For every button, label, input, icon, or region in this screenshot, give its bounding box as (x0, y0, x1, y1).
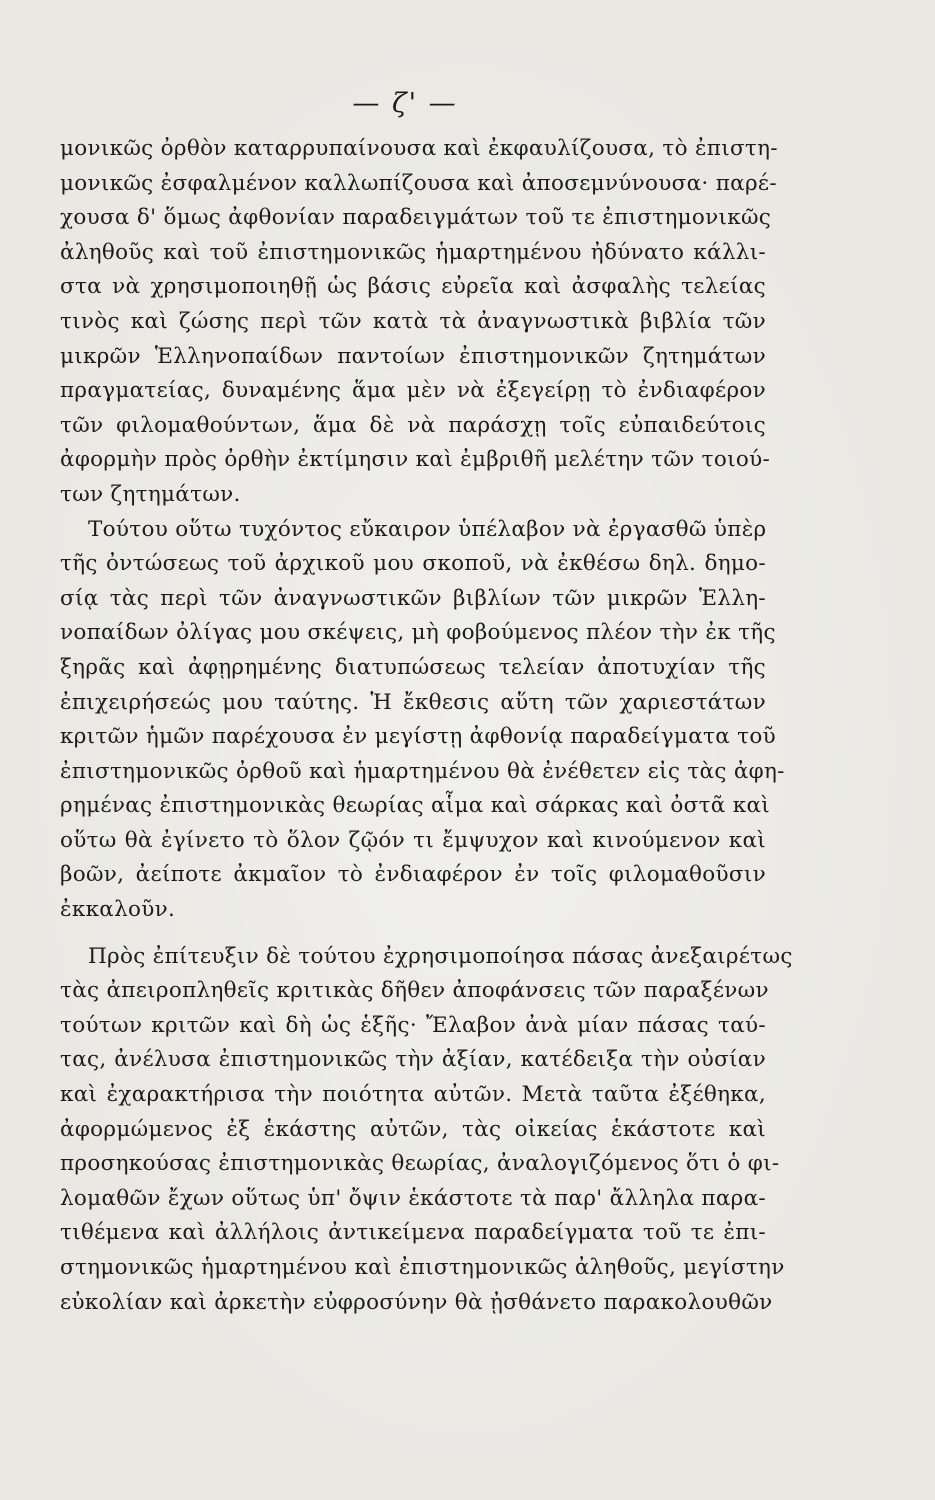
text-line: Τούτου οὕτω τυχόντος εὔκαιρον ὑπέλαβον νὰ ἐργασθῶ ὑπὲρ (88, 516, 767, 542)
text-line: μονικῶς ὀρθὸν καταρρυπαίνουσα καὶ ἐκφαυλίζουσα, τὸ ἐπιστη- (60, 136, 778, 161)
text-line: σίᾳ τὰς περὶ τῶν ἀναγνωστικῶν βιβλίων τῶν μικρῶν Ἑλλη- (60, 585, 766, 611)
text-line: τῆς ὀντώσεως τοῦ ἀρχικοῦ μου σκοποῦ, νὰ ἐκθέσω δηλ. δημο- (60, 551, 766, 577)
text-line: ρημένας ἐπιστημονικὰς θεωρίας αἷμα καὶ σάρκας καὶ ὀστᾶ καὶ (60, 793, 771, 819)
text-line: τιθέμενα καὶ ἀλλήλοις ἀντικείμενα παραδείγματα τοῦ τε ἐπι- (60, 1220, 766, 1246)
text-line: χουσα δ' ὅμως ἀφθονίαν παραδειγμάτων τοῦ τε ἐπιστημονικῶς (60, 205, 772, 231)
paragraph-3 (60, 940, 793, 1321)
body-text (60, 132, 793, 1320)
text-line: καὶ ἐχαρακτήρισα τὴν ποιότητα αὐτῶν. Μετὰ ταῦτα ἐξέθηκα, (60, 1082, 766, 1108)
text-line: τινὸς καὶ ζώσης περὶ τῶν κατὰ τὰ ἀναγνωστικὰ βιβλία τῶν (60, 308, 766, 334)
text-line: πραγματείας, δυναμένης ἅμα μὲν νὰ ἐξεγείρῃ τὸ ἐνδιαφέρον (60, 378, 766, 404)
text-line: ἐπιστημονικῶς ὀρθοῦ καὶ ἡμαρτημένου θὰ ἐνέθετεν εἰς τὰς ἀφη- (60, 758, 785, 784)
text-line: Πρὸς ἐπίτευξιν δὲ τούτου ἐχρησιμοποίησα πάσας ἀνεξαιρέτως (88, 943, 793, 969)
paragraph-gap (60, 928, 766, 940)
text-line: τὰς ἀπειροπληθεῖς κριτικὰς δῆθεν ἀποφάνσεις τῶν παραξένων (60, 978, 769, 1004)
text-line: οὕτω θὰ ἐγίνετο τὸ ὅλον ζῷόν τι ἔμψυχον καὶ κινούμενον καὶ (60, 827, 766, 853)
text-line: λομαθῶν ἔχων οὕτως ὑπ' ὄψιν ἑκάστοτε τὰ παρ' ἄλληλα παρα- (60, 1185, 766, 1211)
text-line: βοῶν, ἀείποτε ἀκμαῖον τὸ ἐνδιαφέρον ἐν τοῖς φιλομαθοῦσιν (60, 862, 766, 888)
text-line: στημονικῶς ἡμαρτημένου καὶ ἐπιστημονικῶς ἀληθοῦς, μεγίστην (60, 1255, 785, 1280)
text-line: κριτῶν ἡμῶν παρέχουσα ἐν μεγίστῃ ἀφθονίᾳ παραδείγματα τοῦ (60, 724, 776, 750)
text-line: των ζητημάτων. (60, 481, 241, 507)
text-line: ἐκκαλοῦν. (60, 897, 176, 923)
text-line: τῶν φιλομαθούντων, ἅμα δὲ νὰ παράσχῃ τοῖς εὐπαιδεύτοις (60, 412, 766, 438)
text-line: ἐπιχειρήσεώς μου ταύτης. Ἡ ἔκθεσις αὕτη τῶν χαριεστάτων (60, 689, 766, 715)
text-line: μικρῶν Ἑλληνοπαίδων παντοίων ἐπιστημονικῶν ζητημάτων (60, 343, 766, 369)
page-number: — ζ' — (352, 88, 458, 119)
paragraph-2 (60, 513, 785, 928)
text-line: ἀληθοῦς καὶ τοῦ ἐπιστημονικῶς ἡμαρτημένου ἠδύνατο κάλλι- (60, 239, 766, 265)
text-line: τας, ἀνέλυσα ἐπιστημονικῶς τὴν ἀξίαν, κατέδειξα τὴν οὐσίαν (60, 1047, 766, 1073)
text-line: στα νὰ χρησιμοποιηθῇ ὡς βάσις εὐρεῖα καὶ ἀσφαλὴς τελείας (60, 274, 766, 300)
text-line: μονικῶς ἐσφαλμένον καλλωπίζουσα καὶ ἀποσεμνύνουσα· παρέ- (60, 170, 777, 196)
text-line: νοπαίδων ὀλίγας μου σκέψεις, μὴ φοβούμενος πλέον τὴν ἐκ τῆς (60, 620, 776, 646)
text-line: ξηρᾶς καὶ ἀφῃρημένης διατυπώσεως τελείαν ἀποτυχίαν τῆς (60, 654, 766, 680)
text-line: εὐκολίαν καὶ ἀρκετὴν εὐφροσύνην θὰ ᾐσθάνετο παρακολουθῶν (60, 1289, 773, 1315)
text-line: ἀφορμὴν πρὸς ὀρθὴν ἐκτίμησιν καὶ ἐμβριθῆ μελέτην τῶν τοιού- (60, 447, 771, 473)
text-line: ἀφορμώμενος ἐξ ἑκάστης αὐτῶν, τὰς οἰκείας ἑκάστοτε καὶ (60, 1116, 766, 1142)
text-line: τούτων κριτῶν καὶ δὴ ὡς ἑξῆς· Ἔλαβον ἀνὰ μίαν πάσας ταύ- (60, 1012, 766, 1038)
paragraph-1 (60, 132, 778, 513)
text-line: προσηκούσας ἐπιστημονικὰς θεωρίας, ἀναλογιζόμενος ὅτι ὁ φι- (60, 1151, 780, 1177)
